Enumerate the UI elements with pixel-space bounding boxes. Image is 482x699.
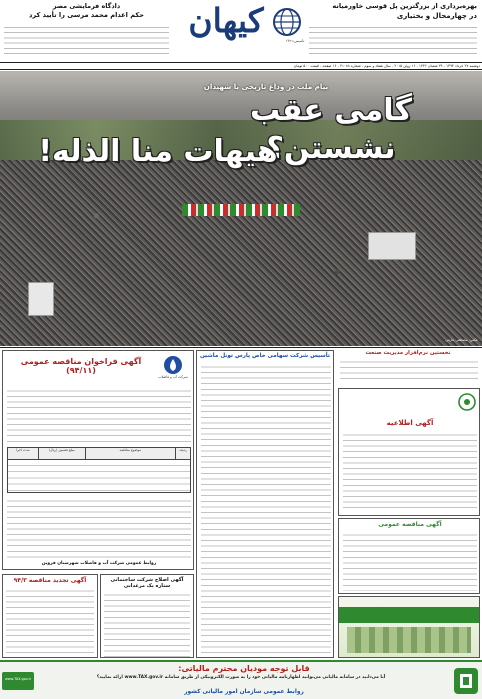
lead-kicker: بیام ملت در وداع تاریخی با شهیدان	[203, 82, 329, 91]
tax-banner-line-1: قابل توجه مودیان محترم مالیاتی:	[178, 664, 310, 673]
photo-credit: عکس: مصطفی عارفی	[445, 338, 478, 342]
org-emblem-icon	[457, 392, 477, 412]
masthead-logo	[172, 3, 308, 49]
lead-headline-2: هیهات منا الذله!	[38, 134, 278, 169]
table-header-cell: مدت اجرا	[16, 448, 30, 452]
lead-headline-block	[0, 82, 482, 182]
ad-company-founding-text	[201, 363, 331, 655]
table-header-row	[8, 448, 190, 460]
right-headline-1: بهره‌برداری از بزرگترین پل قوسی خاورمیانه	[332, 2, 477, 10]
lead-headline-1: گامی عقب نشستن؟	[250, 93, 412, 166]
ad-tender-text	[7, 387, 191, 445]
right-news-text	[340, 358, 478, 384]
ad-company-fix-text	[104, 591, 190, 657]
left-teaser-lines	[4, 24, 169, 58]
ad-tender-org: شرکت آب و فاضلاب	[158, 375, 188, 379]
table-row	[8, 461, 190, 492]
left-headline-1: دادگاه فرمایشی مصر	[52, 2, 121, 10]
banner-image	[347, 627, 471, 653]
ad-company-fix-title: آگهی اصلاح شرکت ساختمانی ستاره یک مرغدانی	[110, 577, 184, 589]
ad-retender-box	[2, 574, 98, 658]
meta-line-1: تأسیس:۱۳۲۱	[285, 39, 305, 43]
tax-banner-line-2: آیا می‌دانید در سامانه مالیاتی می‌توانید اظهارنامه مالیاتی خود را به صورت الکترونیکی از طریق سامانه www.TAX.gov.ir ارائه نمایید؟	[96, 675, 386, 680]
logo-text: کیهان	[188, 1, 264, 40]
ad-green-banner	[338, 596, 480, 658]
tax-banner-line-3: روابط عمومی سازمان امور مالیاتی کشور	[184, 689, 304, 695]
right-headline-2: در چهارمحال و بختیاری	[396, 12, 477, 20]
left-headline-2: حکم اعدام محمد مرسی را تأیید کرد	[29, 11, 144, 19]
ad-company-founding-title: تأسیس شرکت سهامی خاص پارس تونل ماشین	[199, 353, 331, 359]
right-teaser-lines	[309, 24, 477, 58]
ad-notice-box	[338, 388, 480, 516]
ad-public-tender-box	[338, 518, 480, 594]
ad-tender-box	[2, 350, 194, 570]
coffin-row	[182, 204, 300, 216]
masthead	[0, 0, 482, 62]
ad-tender-table	[7, 447, 191, 493]
masthead-meta	[282, 39, 308, 43]
ad-company-fix-box	[100, 574, 194, 658]
table-header-cell: ردیف	[175, 448, 190, 459]
truck-right	[368, 232, 416, 260]
ad-company-founding-box	[196, 350, 334, 658]
globe-icon	[272, 7, 302, 37]
ad-public-tender-title: آگهی مناقصه عمومی	[378, 521, 442, 528]
ad-notice-text	[343, 431, 477, 513]
ad-tender-text-2	[7, 497, 191, 559]
tax-website-text: www.TAX.gov.ir	[5, 677, 31, 681]
table-header-cell: موضوع مناقصه	[85, 448, 176, 459]
date-line: دوشنبه ۲۷ خرداد ۱۳۹۴ - ۲۹ شعبان ۱۴۳۶ - ۱۶ ژوئن ۲۰۱۵ - سال هفتاد و سوم - شماره ۲۱۰۸۸ - ۱۶ صفحه - قیمت ۵۰۰ تومان	[293, 64, 480, 68]
ad-retender-text	[6, 587, 94, 657]
ad-retender-title: آگهی تجدید مناقصه ۹۴/۳	[13, 577, 87, 584]
tax-website-badge[interactable]	[2, 672, 34, 690]
banner-stripe	[339, 607, 479, 623]
truck-left	[28, 282, 54, 316]
table-header-cell: مبلغ تضمین (ریال)	[38, 448, 85, 459]
right-news-block	[338, 350, 480, 386]
tax-banner	[0, 660, 482, 699]
right-small-headline: نخستین نرم‌افزار مدیریت صنعت	[365, 350, 451, 356]
ad-public-tender-text	[343, 531, 477, 591]
ad-notice-title: آگهی اطلاعیه	[386, 419, 434, 427]
tax-org-logo	[452, 666, 480, 696]
ad-tender-title: آگهی فراخوان مناقصه عمومی (۹۴/۱۱)	[20, 357, 142, 375]
section-divider	[0, 347, 482, 348]
ad-tender-footer: روابط عمومی شرکت آب و فاضلاب شهرستان قزوین	[41, 561, 157, 566]
date-bar	[0, 62, 482, 70]
